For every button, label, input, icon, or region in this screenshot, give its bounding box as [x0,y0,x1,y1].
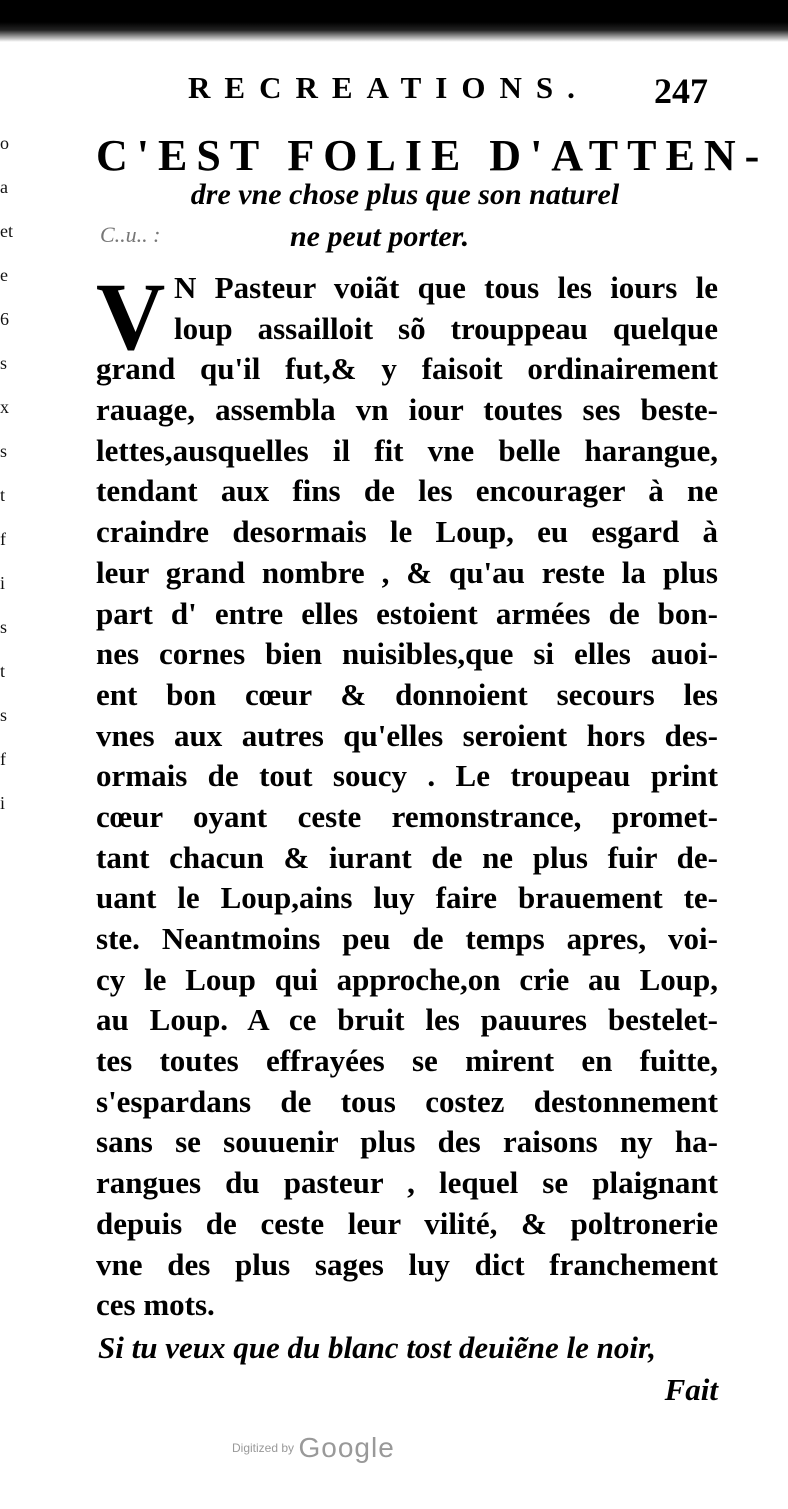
body-line: ent bon cœur & donnoient secours les [96,676,718,712]
catchword: Fait [664,1372,718,1407]
margin-fragment: s [0,705,8,725]
body-line: sans se souuenir plus des raisons ny ha- [96,1124,718,1160]
margin-fragment: s [0,353,8,373]
margin-fragment: s [0,617,8,637]
scan-top-edge [0,0,788,42]
left-margin-bleed [0,130,22,1390]
chapter-title: C'EST FOLIE D'ATTEN- [96,131,769,180]
margin-fragment: a [0,177,8,197]
body-line: uant le Loup,ains luy faire brauement te- [96,880,718,916]
running-title: RECREATIONS. [188,70,589,105]
body-line: s'espardans de tous costez destonnement [96,1083,718,1119]
body-line: tendant aux fins de les encourager à ne [96,473,718,509]
body-line: N Pasteur voiãt que tous les iours le [174,270,718,305]
body-line: grand qu'il fut,& y faisoit ordinairement [96,351,718,387]
margin-fragment: o [0,133,9,153]
body-line: vne des plus sages luy dict franchement [96,1246,718,1282]
margin-fragment: et [0,221,13,241]
chapter-subtitle-line-2: ne peut porter. [290,220,470,253]
body-text [96,263,718,1326]
margin-fragment: t [0,661,6,681]
body-line: rauage, assembla vn iour toutes ses beste- [96,392,718,428]
margin-fragment: i [0,793,6,813]
body-line: cœur oyant ceste remonstrance, promet- [96,798,718,834]
google-logo: Google [298,1432,395,1463]
margin-fragment: f [0,749,6,769]
body-line: au Loup. A ce bruit les pauures bestelet- [96,1002,718,1038]
body-line: tes toutes effrayées se mirent en fuitte, [96,1043,718,1079]
body-line: ces mots. [96,1287,215,1323]
chapter-subtitle-line-1: dre vne chose plus que son naturel [190,178,620,211]
margin-fragment: f [0,529,6,549]
margin-fragment: i [0,573,6,593]
page-number: 247 [654,71,708,111]
margin-fragment: 6 [0,309,9,329]
margin-fragment: t [0,485,6,505]
running-header [188,70,708,110]
body-line: lettes,ausquelles il fit vne belle harangue, [96,432,718,468]
margin-fragment: x [0,397,9,417]
body-line: rangues du pasteur , lequel se plaignant [96,1165,718,1201]
body-line: vnes aux autres qu'elles seroient hors des- [96,717,718,753]
verse-line: Si tu veux que du blanc tost deuiẽne le noir, [98,1330,657,1365]
margin-fragment: e [0,265,8,285]
body-line: cy le Loup qui approche,on crie au Loup, [96,961,718,997]
faint-marginal-note: C..u.. : [100,222,161,247]
body-line: part d' entre elles estoient armées de bon- [96,595,718,631]
body-line: depuis de ceste leur vilité, & poltronerie [96,1205,718,1241]
body-line: ste. Neantmoins peu de temps apres, voi- [96,921,718,956]
drop-cap: V [96,263,166,370]
body-line: craindre desormais le Loup, eu esgard à [96,514,718,550]
body-line: tant chacun & iurant de ne plus fuir de- [96,839,718,875]
body-line: loup assailloit sõ trouppeau quelque [174,310,718,346]
body-line: nes cornes bien nuisibles,que si elles auoi- [96,636,718,672]
digitization-watermark [232,1432,395,1464]
body-line: ormais de tout soucy . Le troupeau print [96,758,718,794]
body-line: leur grand nombre , & qu'au reste la plus [96,554,718,590]
margin-fragment: s [0,441,8,461]
watermark-prefix: Digitized by [232,1441,295,1455]
